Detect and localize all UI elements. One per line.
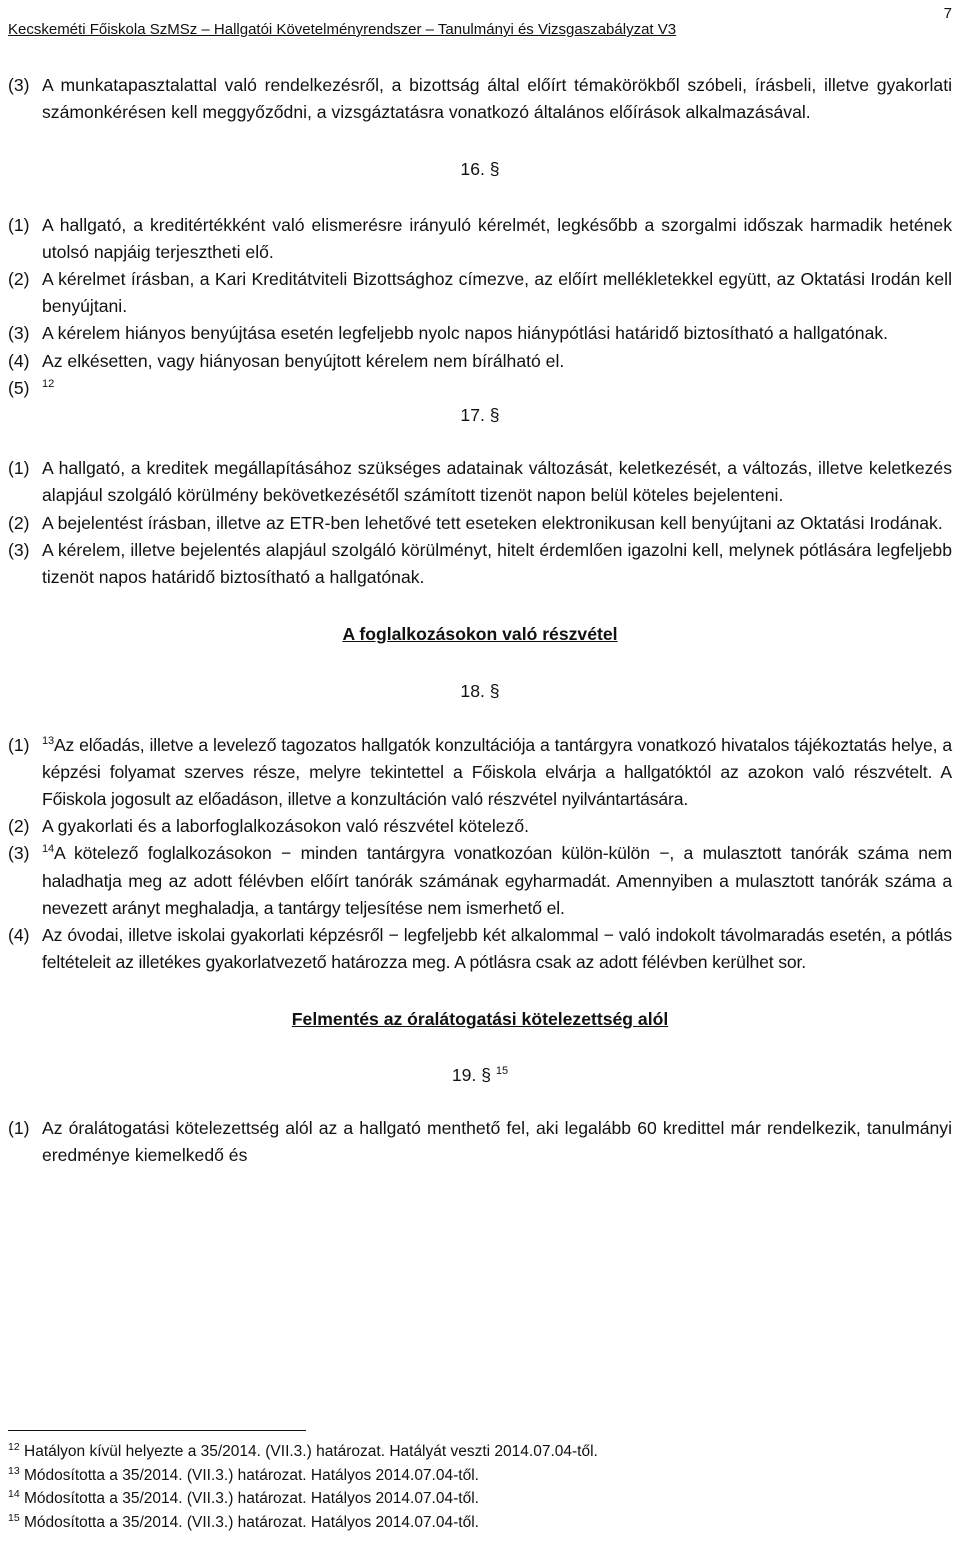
paragraph-text: A munkatapasztalattal való rendelkezésről, a bizottság által előírt témakörökből szóbeli, írásbeli, illetve gyakorlati számonkérésen kell meggyőződni, a vizsgáztatásra vonatkozó általános előírások alkalmazásával. — [42, 75, 952, 123]
section-17-title: 17. § — [460, 405, 500, 426]
footnote-15 — [8, 1511, 952, 1535]
paragraph-16-3 — [8, 320, 952, 347]
paragraph-text: Az óralátogatási kötelezettség alól az a hallgató menthető fel, aki legalább 60 kredittel már rendelkezik, tanulmányi eredménye kiemelkedő és — [42, 1117, 952, 1166]
paragraph-text: Az óvodai, illetve iskolai gyakorlati képzésről − legfeljebb két alkalommal − való indokolt távolmaradás esetén, a pótlás feltételeit az illetékes gyakorlatvezető határozza meg. A pótlásra csak az adott félévben kerülhet sor. — [42, 925, 952, 973]
footnote-ref-12[interactable]: 12 — [42, 377, 55, 390]
paragraph-number: (5) — [8, 377, 30, 398]
paragraph-text: Az elkésetten, vagy hiányosan benyújtott kérelem nem bírálható el. — [42, 350, 565, 371]
footnote-number: 13 — [8, 1464, 20, 1477]
paragraph-number: (2) — [8, 512, 30, 533]
header-title: Kecskeméti Főiskola SzMSz – Hallgatói Követelményrendszer – Tanulmányi és Vizsgaszabályzat V3 — [8, 21, 677, 38]
paragraph-number: (1) — [8, 458, 30, 479]
heading-attendance: A foglalkozásokon való részvétel — [342, 624, 618, 645]
paragraph-text: A kérelem, illetve bejelentés alapjául szolgáló körülményt, hitelt érdemlően igazolni kell, melynek pótlására legfeljebb tizenöt napos határidő biztosítható a hallgatónak. — [42, 539, 952, 588]
paragraph-18-3 — [8, 840, 952, 922]
footnote-14 — [8, 1487, 952, 1511]
paragraph-16-5 — [8, 375, 952, 402]
section-19-label: 19. § — [451, 1064, 491, 1085]
footnote-ref-13[interactable]: 13 — [42, 734, 54, 747]
paragraph-19-1 — [8, 1115, 952, 1169]
footnote-separator — [8, 1430, 306, 1431]
footnote-13 — [8, 1464, 952, 1488]
paragraph-number: (3) — [8, 539, 30, 560]
paragraph-number: (1) — [8, 1117, 30, 1138]
paragraph-number: (3) — [8, 75, 30, 95]
footnote-text: Hatályon kívül helyezte a 35/2014. (VII.3.) határozat. Hatályát veszti 2014.07.04-től. — [24, 1443, 598, 1460]
paragraph-text: Az előadás, illetve a levelező tagozatos hallgatók konzultációja a tantárgyra vonatkozó hivatalos tájékoztatás helye, a képzési folyamat szerves része, melyre tekintettel a Főiskola elvárja a hallgatóktól az azokon való részvételt. A Főiskola jogosult az előadáson, illetve a konzultáción való részvétel nyilvántartására. — [42, 734, 952, 810]
heading-exemption: Felmentés az óralátogatási kötelezettség alól — [291, 1009, 669, 1030]
paragraph-number: (1) — [8, 734, 30, 755]
paragraph-18-4 — [8, 922, 952, 976]
paragraph-17-3 — [8, 537, 952, 591]
paragraph-number: (3) — [8, 323, 30, 344]
footnote-ref-14[interactable]: 14 — [42, 843, 54, 856]
page-header — [8, 5, 952, 40]
footnote-number: 12 — [8, 1440, 20, 1453]
section-16-title: 16. § — [460, 159, 500, 180]
section-19-title — [8, 1062, 952, 1089]
paragraph-16-4 — [8, 348, 952, 375]
paragraph-17-1 — [8, 455, 952, 509]
paragraph-15-3 — [8, 72, 952, 126]
document-body — [8, 72, 952, 1169]
paragraph-number: (4) — [8, 350, 30, 371]
paragraph-text: A gyakorlati és a laborfoglalkozásokon való részvétel kötelező. — [42, 816, 530, 837]
paragraph-16-1 — [8, 212, 952, 266]
footnote-12 — [8, 1440, 952, 1464]
paragraph-number: (1) — [8, 214, 30, 235]
footnote-text: Módosította a 35/2014. (VII.3.) határozat. Hatályos 2014.07.04-től. — [24, 1466, 479, 1484]
paragraph-text: A bejelentést írásban, illetve az ETR-ben lehetővé tett eseteken elektronikusan kell benyújtani az Oktatási Irodának. — [42, 512, 943, 533]
footnote-ref-15[interactable]: 15 — [495, 1064, 509, 1077]
footnote-text: Módosította a 35/2014. (VII.3.) határozat. Hatályos 2014.07.04-től. — [24, 1490, 479, 1507]
paragraph-number: (4) — [8, 925, 30, 946]
paragraph-18-1 — [8, 732, 952, 814]
paragraph-text: A hallgató, a kreditértékként való elismerésre irányuló kérelmét, legkésőbb a szorgalmi időszak harmadik hetének utolsó napjáig terjesztheti elő. — [42, 214, 952, 262]
paragraph-number: (2) — [8, 269, 30, 290]
section-18-title: 18. § — [460, 681, 500, 702]
page-number: 7 — [943, 5, 952, 22]
paragraph-17-2 — [8, 510, 952, 537]
footnote-number: 14 — [8, 1487, 20, 1500]
paragraph-16-2 — [8, 266, 952, 320]
paragraph-number: (2) — [8, 816, 30, 837]
paragraph-number: (3) — [8, 843, 30, 864]
paragraph-text: A kötelező foglalkozásokon − minden tantárgyra vonatkozóan külön-külön −, a mulasztott tanórák száma nem haladhatja meg az adott félévben előírt tanórák számának egyharmadát. Amennyiben a mulasztott tanórák száma a nevezett arányt meghaladja, a tantárgy teljesítése nem ismerhető el. — [42, 843, 952, 918]
paragraph-text: A hallgató, a kreditek megállapításához szükséges adatainak változását, keletkezését, a változás, illetve keletkezés alapjául szolgáló körülmény bekövetkezésétől számított tizenöt napon belül köteles bejelenteni. — [42, 458, 952, 506]
footnote-number: 15 — [8, 1511, 20, 1524]
footnotes — [8, 1440, 952, 1534]
paragraph-text: A kérelmet írásban, a Kari Kreditátviteli Bizottsághoz címezve, az előírt mellékletekkel együtt, az Oktatási Irodán kell benyújtani. — [42, 269, 952, 317]
paragraph-text: A kérelem hiányos benyújtása esetén legfeljebb nyolc napos hiánypótlási határidő biztosítható a hallgatónak. — [42, 323, 889, 344]
paragraph-18-2 — [8, 813, 952, 840]
footnote-text: Módosította a 35/2014. (VII.3.) határozat. Hatályos 2014.07.04-től. — [24, 1513, 479, 1531]
